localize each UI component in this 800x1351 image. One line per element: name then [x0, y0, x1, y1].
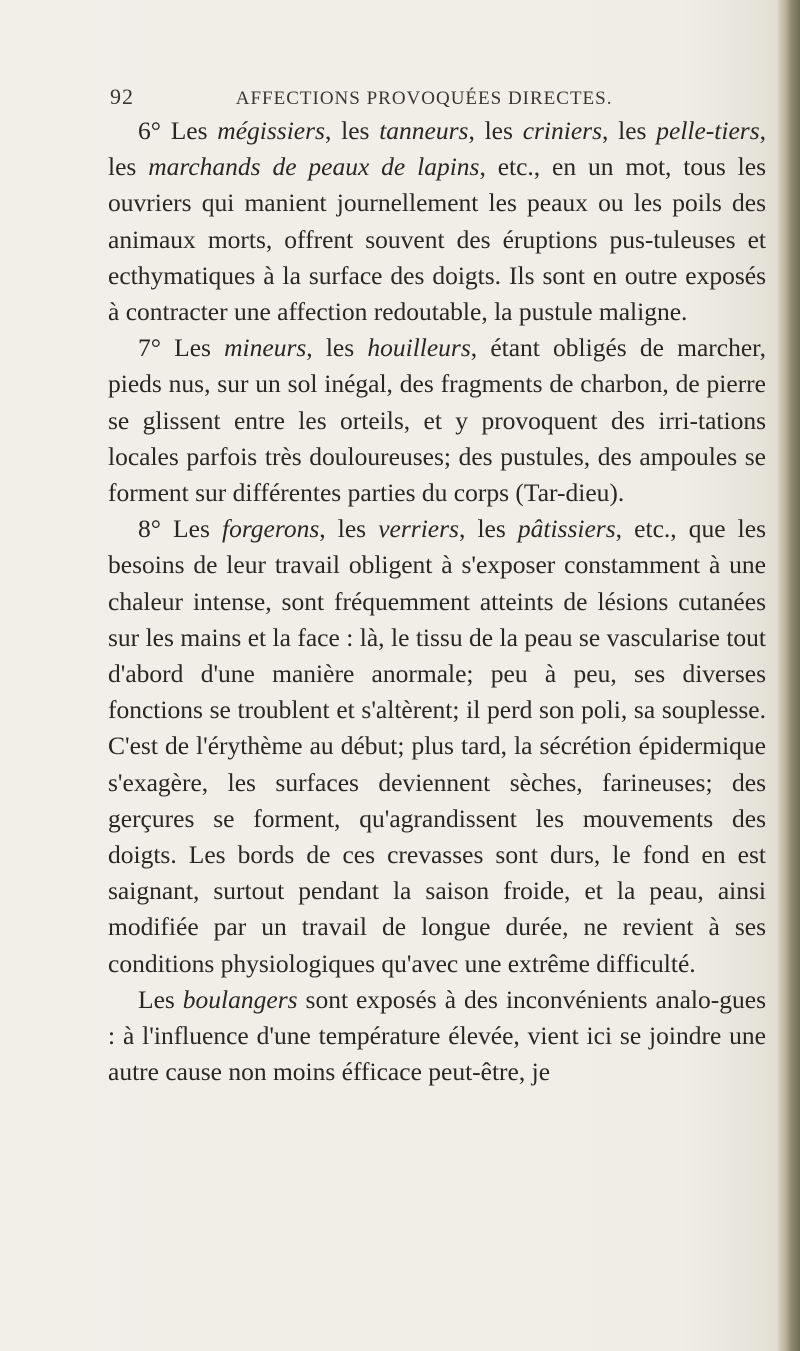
text-run: , les [319, 514, 379, 544]
italic-term: verriers [378, 514, 459, 544]
running-header [110, 84, 750, 110]
text-run: 8° Les [138, 514, 222, 544]
paragraph [108, 511, 766, 982]
body-text [108, 113, 766, 1090]
text-run: , les [306, 333, 368, 363]
text-run: , les [602, 116, 657, 145]
text-run: , les [108, 116, 767, 182]
italic-term: mineurs [224, 333, 307, 363]
text-run: , les [324, 116, 380, 145]
page-edge-shadow [778, 0, 800, 1351]
running-title: AFFECTIONS PROVOQUÉES DIRECTES. [235, 88, 613, 109]
paragraph [108, 113, 766, 330]
text-run: 7° Les [138, 333, 225, 363]
italic-term: pelle-tiers [656, 116, 760, 145]
italic-term: boulangers [182, 984, 298, 1014]
italic-term: tanneurs [379, 116, 469, 145]
text-run: Les [138, 984, 183, 1014]
text-run: , etc., que les besoins de leur travail obligent à s'exposer constamment à une chaleur intense, sont fréquemment atteints de lésions cutanées sur les mains et la face : là, le tissu de la peau se vascularise tout d'abord d'une manière anormale; peu à peu, ses diverses fonctions se troublent et s'altèrent; il perd son poli, sa souplesse. C'est de l'érythème au début; plus tard, la sécrétion épidermique s'exagère, les surfaces deviennent sèches, farineuses; des gerçures se forment, qu'agrandissent les mouvements des doigts. Les bords de ces crevasses sont durs, le fond en est saignant, surtout pendant la saison froide, et la peau, ainsi modifiée par un travail de longue durée, ne revient à ses conditions physiologiques qu'avec une extrême difficulté. [108, 514, 767, 978]
italic-term: mégissiers [217, 116, 325, 145]
italic-term: criniers [522, 116, 603, 145]
page-number: 92 [110, 84, 134, 109]
text-run: sont exposés à des inconvénients analo-gues : à l'influence d'une température élevée, vient ici se joindre une autre cause non moins éfficace peut-être, je [108, 984, 766, 1087]
italic-term: forgerons [222, 514, 320, 544]
paragraph [108, 330, 766, 511]
text-run: 6° Les [138, 116, 218, 145]
italic-term: marchands de peaux de lapins [148, 152, 480, 182]
text-run: , etc., en un mot, tous les ouvriers qui manient journellement les peaux ou les poils des animaux morts, offrent souvent des éruptions pus-tuleuses et ecthymatiques à la surface des doigts. Ils sont en outre exposés à contracter une affection redoutable, la pustule maligne. [108, 152, 766, 327]
paragraph [108, 982, 766, 1091]
text-run: , étant obligés de marcher, pieds nus, sur un sol inégal, des fragments de charbon, de pierre se glissent entre les orteils, et y provoquent des irri-tations locales parfois très douloureuses; des pustules, des ampoules se forment sur différentes parties du corps (Tar-dieu). [108, 333, 767, 508]
italic-term: pâtissiers [517, 514, 616, 544]
text-run: , les [458, 514, 518, 544]
text-run: , les [468, 116, 523, 145]
italic-term: houilleurs [367, 333, 471, 363]
